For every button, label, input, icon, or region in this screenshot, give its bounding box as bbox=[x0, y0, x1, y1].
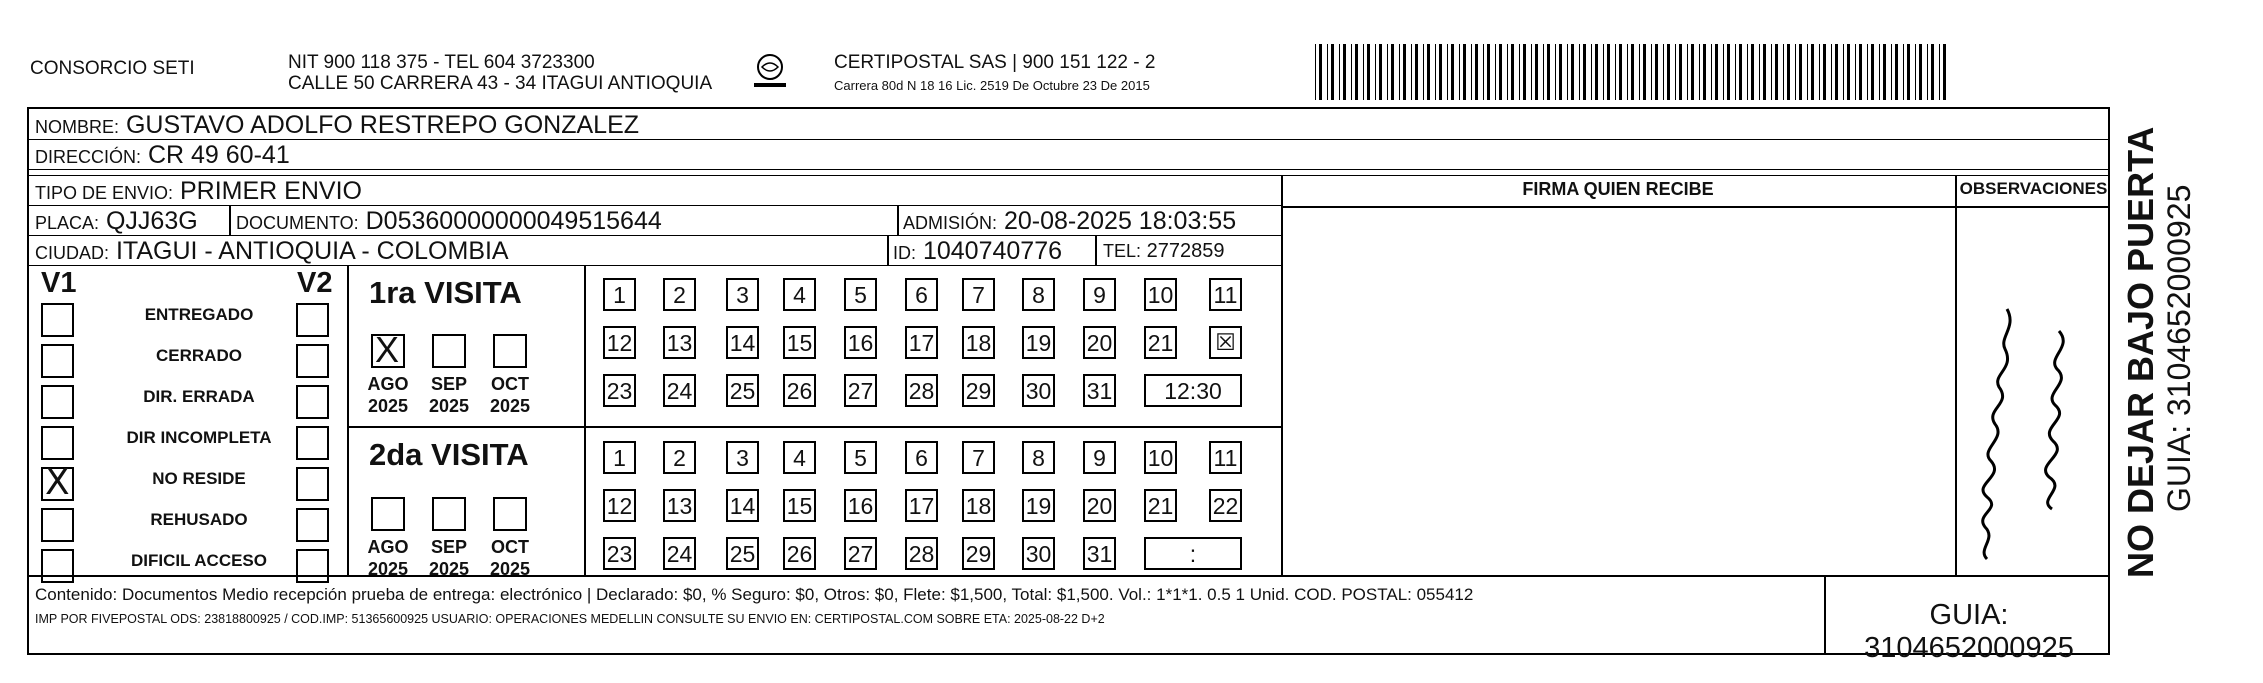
firma-label: FIRMA QUIEN RECIBE bbox=[1522, 179, 1714, 199]
observaciones-area bbox=[1957, 209, 2110, 573]
signature-area bbox=[1283, 209, 1953, 573]
second-visit-day-box[interactable]: 19 bbox=[1022, 489, 1055, 522]
first-visit-day-box[interactable]: 10 bbox=[1144, 278, 1177, 311]
second-visit-day-box[interactable]: 4 bbox=[783, 441, 816, 474]
tipo-value: PRIMER ENVIO bbox=[179, 177, 362, 205]
barcode-bar bbox=[1783, 44, 1784, 100]
barcode-bar bbox=[1727, 44, 1730, 100]
ciudad-value: ITAGUI - ANTIOQUIA - COLOMBIA bbox=[115, 237, 509, 265]
nombre-label: NOMBRE: bbox=[35, 117, 120, 137]
second-visit-year-label: 2025 bbox=[489, 559, 531, 579]
barcode-bar bbox=[1367, 44, 1370, 100]
barcode-bar bbox=[1843, 44, 1844, 100]
v2-checkbox[interactable] bbox=[296, 303, 329, 337]
barcode-bar bbox=[1915, 44, 1916, 100]
barcode-bar bbox=[1427, 44, 1430, 100]
observaciones-handwriting-1 bbox=[1987, 551, 1988, 559]
barcode-bar bbox=[1639, 44, 1640, 100]
second-visit-day-box[interactable]: 15 bbox=[783, 489, 816, 522]
ciudad-label: CIUDAD: bbox=[35, 243, 110, 263]
second-visit-day-box[interactable]: 2 bbox=[663, 441, 696, 474]
barcode-bar bbox=[1927, 44, 1928, 100]
second-visit-day-box[interactable]: 31 bbox=[1083, 537, 1116, 570]
first-visit-day-box[interactable]: 12 bbox=[603, 326, 636, 359]
status-label: REHUSADO bbox=[150, 510, 248, 529]
first-visit-day-box[interactable]: 8 bbox=[1022, 278, 1055, 311]
first-visit-day-box[interactable]: 14 bbox=[726, 326, 759, 359]
barcode-bar bbox=[1343, 44, 1346, 100]
barcode-bar bbox=[1591, 44, 1592, 100]
id-value: 1040740776 bbox=[922, 237, 1063, 265]
barcode-bar bbox=[1483, 44, 1484, 100]
id-label: ID: bbox=[893, 243, 917, 263]
certipostal-address: Carrera 80d N 18 16 Lic. 2519 De Octubre 23 De 2015 bbox=[834, 78, 1150, 93]
first-visit-day-box[interactable]: 4 bbox=[783, 278, 816, 311]
certipostal-name: CERTIPOSTAL SAS | 900 151 122 - 2 bbox=[834, 52, 1156, 73]
barcode-bar bbox=[1819, 44, 1820, 100]
barcode-bar bbox=[1795, 44, 1796, 100]
tipo-label: TIPO DE ENVIO: bbox=[35, 183, 174, 203]
observaciones-handwriting-2 bbox=[2052, 503, 2053, 509]
side-guia: GUIA: 3104652000925 bbox=[2161, 184, 2197, 512]
footer-guia: GUIA: 3104652000925 bbox=[1864, 599, 2074, 664]
barcode-bar bbox=[1939, 44, 1940, 100]
barcode-bar bbox=[1487, 44, 1490, 100]
barcode-bar bbox=[1535, 44, 1538, 100]
barcode-bar bbox=[1655, 44, 1658, 100]
v2-label: V2 bbox=[297, 267, 333, 299]
barcode-bar bbox=[1463, 44, 1466, 100]
second-visit-day-box[interactable]: 7 bbox=[962, 441, 995, 474]
first-visit-month-label: AGO bbox=[367, 374, 409, 394]
direccion-row bbox=[29, 140, 2110, 170]
first-visit-month-box[interactable] bbox=[432, 334, 466, 368]
status-label: NO RESIDE bbox=[152, 469, 246, 488]
barcode-bar bbox=[1571, 44, 1574, 100]
second-visit-day-box[interactable]: 5 bbox=[844, 441, 877, 474]
imp-text: IMP POR FIVEPOSTAL ODS: 23818800925 / COD.IMP: 51365600925 USUARIO: OPERACIONES MEDELLIN CONSULTE SU ENVIO EN: CERTIPOSTAL.COM SOBRE ETA: 2025-08-22 D+2 bbox=[35, 612, 1105, 626]
barcode-bar bbox=[1715, 44, 1718, 100]
barcode-bar bbox=[1763, 44, 1766, 100]
first-visit-day-box[interactable]: 5 bbox=[844, 278, 877, 311]
barcode-bar bbox=[1775, 44, 1778, 100]
first-visit-day-box[interactable]: 13 bbox=[663, 326, 696, 359]
barcode-bar bbox=[1331, 44, 1334, 100]
first-visit-day-box[interactable]: 9 bbox=[1083, 278, 1116, 311]
barcode-bar bbox=[1339, 44, 1340, 100]
second-visit-label: 2da VISITA bbox=[369, 437, 529, 472]
first-visit-month-label: SEP bbox=[430, 374, 468, 394]
barcode-bar bbox=[1607, 44, 1610, 100]
barcode-bar bbox=[1315, 44, 1316, 100]
v2-checkbox[interactable] bbox=[296, 508, 329, 542]
barcode-bar bbox=[1439, 44, 1442, 100]
second-visit-year-label: 2025 bbox=[367, 559, 409, 579]
v2-checkbox[interactable] bbox=[296, 344, 329, 378]
first-visit-day-box[interactable]: 21 bbox=[1144, 326, 1177, 359]
barcode-bar bbox=[1891, 44, 1892, 100]
barcode-bar bbox=[1771, 44, 1772, 100]
v1-checkbox[interactable] bbox=[41, 385, 74, 419]
v2-checkbox[interactable] bbox=[296, 426, 329, 460]
v1-checkbox[interactable] bbox=[41, 549, 74, 583]
first-visit-month-box[interactable] bbox=[371, 329, 405, 370]
v1-label: V1 bbox=[41, 267, 77, 299]
second-visit-day-box[interactable]: 17 bbox=[905, 489, 938, 522]
barcode-bar bbox=[1711, 44, 1712, 100]
second-visit-day-box[interactable]: 26 bbox=[783, 537, 816, 570]
barcode-bar bbox=[1471, 44, 1472, 100]
v1-checkbox[interactable] bbox=[41, 426, 74, 460]
admision-label: ADMISIÓN: bbox=[903, 213, 998, 233]
barcode-bar bbox=[1855, 44, 1856, 100]
barcode-bar bbox=[1879, 44, 1880, 100]
observaciones-label: OBSERVACIONES bbox=[1959, 179, 2108, 198]
second-visit-day-box[interactable]: 21 bbox=[1144, 489, 1177, 522]
certipostal-logo bbox=[748, 52, 792, 92]
first-visit-day-box[interactable]: 17 bbox=[905, 326, 938, 359]
barcode-bar bbox=[1391, 44, 1394, 100]
barcode-bar bbox=[1627, 44, 1628, 100]
barcode-bar bbox=[1495, 44, 1496, 100]
barcode-bar bbox=[1751, 44, 1754, 100]
barcode-bar bbox=[1823, 44, 1826, 100]
admision-value: 20-08-2025 18:03:55 bbox=[1003, 207, 1237, 235]
first-visit-day-box[interactable]: 30 bbox=[1022, 374, 1055, 407]
barcode-bar bbox=[1327, 44, 1328, 100]
barcode-bar bbox=[1619, 44, 1622, 100]
documento-label: DOCUMENTO: bbox=[236, 213, 359, 233]
barcode-bar bbox=[1363, 44, 1364, 100]
first-visit-month-label: OCT bbox=[491, 374, 529, 394]
first-visit-day-box[interactable]: 3 bbox=[726, 278, 759, 311]
v1-checkbox[interactable] bbox=[41, 462, 74, 503]
barcode-bar bbox=[1499, 44, 1502, 100]
v1-checkbox[interactable] bbox=[41, 303, 74, 337]
second-visit-day-box[interactable]: 30 bbox=[1022, 537, 1055, 570]
barcode-bar bbox=[1511, 44, 1514, 100]
company-name: CONSORCIO SETI bbox=[30, 58, 195, 79]
company-address: CALLE 50 CARRERA 43 - 34 ITAGUI ANTIOQUIA bbox=[288, 73, 713, 94]
barcode-bar bbox=[1907, 44, 1910, 100]
contenido-text: Contenido: Documentos Medio recepción prueba de entrega: electrónico | Declarado: $0, % Seguro: $0, Otros: $0, Flete: $1,500, Total: $1,500. Vol.: 1*1*1. 0.5 1 Unid. COD. POSTAL: 055412 bbox=[35, 585, 1474, 604]
barcode-bar bbox=[1415, 44, 1418, 100]
v1-checkbox[interactable] bbox=[41, 508, 74, 542]
barcode-bar bbox=[1519, 44, 1520, 100]
barcode-bar bbox=[1355, 44, 1358, 100]
v2-checkbox[interactable] bbox=[296, 549, 329, 583]
barcode-bar bbox=[1631, 44, 1634, 100]
barcode-bar bbox=[1679, 44, 1682, 100]
company-nit: NIT 900 118 375 - TEL 604 3723300 bbox=[288, 52, 595, 73]
second-visit-day-box[interactable]: 11 bbox=[1209, 441, 1242, 474]
barcode-bar bbox=[1403, 44, 1406, 100]
barcode-bar bbox=[1799, 44, 1802, 100]
first-visit-day-box[interactable]: 31 bbox=[1083, 374, 1116, 407]
first-visit-month-mark: X bbox=[375, 329, 400, 370]
status-label: CERRADO bbox=[156, 346, 242, 365]
second-visit-day-box[interactable]: 14 bbox=[726, 489, 759, 522]
first-visit-day-box[interactable]: 23 bbox=[603, 374, 636, 407]
barcode-bar bbox=[1531, 44, 1532, 100]
barcode-bar bbox=[1835, 44, 1838, 100]
barcode-bar bbox=[1411, 44, 1412, 100]
first-visit-day-box[interactable]: 29 bbox=[962, 374, 995, 407]
barcode-bar bbox=[1559, 44, 1562, 100]
status-label: ENTREGADO bbox=[144, 305, 254, 324]
second-visit-year-label: 2025 bbox=[428, 559, 470, 579]
tel-label: TEL: bbox=[1103, 241, 1142, 261]
second-visit-day-box[interactable]: 1 bbox=[603, 441, 636, 474]
first-visit-label: 1ra VISITA bbox=[369, 275, 522, 310]
second-visit-day-box[interactable]: 13 bbox=[663, 489, 696, 522]
tipo-row bbox=[29, 176, 1281, 206]
barcode-bar bbox=[1523, 44, 1526, 100]
barcode-bar bbox=[1667, 44, 1670, 100]
nombre-row bbox=[29, 109, 2110, 140]
first-visit-day-box[interactable]: 28 bbox=[905, 374, 938, 407]
barcode-bar bbox=[1747, 44, 1748, 100]
second-visit-day-box[interactable]: 28 bbox=[905, 537, 938, 570]
second-visit-day-box[interactable]: 9 bbox=[1083, 441, 1116, 474]
barcode-bar bbox=[1379, 44, 1382, 100]
barcode-bar bbox=[1831, 44, 1832, 100]
second-visit-day-box[interactable]: 6 bbox=[905, 441, 938, 474]
barcode-bar bbox=[1567, 44, 1568, 100]
first-visit-day-box[interactable]: 18 bbox=[962, 326, 995, 359]
barcode-bar bbox=[1451, 44, 1454, 100]
first-visit-day-box[interactable]: 7 bbox=[962, 278, 995, 311]
barcode-bar bbox=[1943, 44, 1946, 100]
first-visit-day-box[interactable]: 6 bbox=[905, 278, 938, 311]
barcode-bar bbox=[1739, 44, 1742, 100]
barcode-bar bbox=[1547, 44, 1550, 100]
direccion-label: DIRECCIÓN: bbox=[35, 147, 142, 167]
barcode-bar bbox=[1699, 44, 1700, 100]
status-label: DIFICIL ACCESO bbox=[130, 551, 267, 570]
barcode-bar bbox=[1399, 44, 1400, 100]
second-visit-day-box[interactable]: 10 bbox=[1144, 441, 1177, 474]
status-label: DIR INCOMPLETA bbox=[126, 428, 272, 447]
first-visit-year-label: 2025 bbox=[367, 396, 409, 416]
first-visit-day-box[interactable]: 15 bbox=[783, 326, 816, 359]
barcode-bar bbox=[1351, 44, 1352, 100]
barcode-bar bbox=[1447, 44, 1448, 100]
v2-checkbox[interactable] bbox=[296, 385, 329, 419]
barcode-bar bbox=[1459, 44, 1460, 100]
second-visit-month-label: SEP bbox=[430, 537, 468, 557]
second-visit-day-box[interactable]: 20 bbox=[1083, 489, 1116, 522]
second-visit-time-box[interactable]: : bbox=[1144, 537, 1242, 570]
second-visit-day-box[interactable]: 12 bbox=[603, 489, 636, 522]
barcode-bar bbox=[1603, 44, 1604, 100]
barcode-bar bbox=[1423, 44, 1424, 100]
first-visit-year-label: 2025 bbox=[428, 396, 470, 416]
first-visit-day-box[interactable]: 20 bbox=[1083, 326, 1116, 359]
no-dejar-bajo-puerta: NO DEJAR BAJO PUERTA bbox=[2120, 126, 2161, 578]
barcode-bar bbox=[1555, 44, 1556, 100]
status-label: DIR. ERRADA bbox=[143, 387, 255, 406]
barcode-bar bbox=[1871, 44, 1874, 100]
barcode-bar bbox=[1675, 44, 1676, 100]
shipping-form bbox=[27, 107, 2110, 664]
barcode-bar bbox=[1651, 44, 1652, 100]
second-visit-day-box[interactable]: 24 bbox=[663, 537, 696, 570]
second-visit-day-box[interactable]: 22 bbox=[1209, 489, 1242, 522]
barcode-icon bbox=[1315, 44, 1955, 100]
barcode-bar bbox=[1931, 44, 1934, 100]
first-visit-day-box[interactable]: 19 bbox=[1022, 326, 1055, 359]
barcode-bar bbox=[1583, 44, 1586, 100]
second-visit-day-box[interactable]: 23 bbox=[603, 537, 636, 570]
barcode-bar bbox=[1615, 44, 1616, 100]
barcode-bar bbox=[1883, 44, 1886, 100]
second-visit-day-box[interactable]: 3 bbox=[726, 441, 759, 474]
first-visit-day-box[interactable]: 2 bbox=[663, 278, 696, 311]
v1-checkbox[interactable] bbox=[41, 344, 74, 378]
second-visit-month-label: AGO bbox=[367, 537, 409, 557]
barcode-bar bbox=[1787, 44, 1790, 100]
barcode-bar bbox=[1319, 44, 1322, 100]
barcode-bar bbox=[1435, 44, 1436, 100]
second-visit-day-box[interactable]: 16 bbox=[844, 489, 877, 522]
second-visit-day-box[interactable]: 27 bbox=[844, 537, 877, 570]
barcode-bar bbox=[1475, 44, 1478, 100]
barcode-bar bbox=[1759, 44, 1760, 100]
barcode-bar bbox=[1807, 44, 1808, 100]
barcode-bar bbox=[1703, 44, 1706, 100]
nombre-value: GUSTAVO ADOLFO RESTREPO GONZALEZ bbox=[125, 111, 640, 139]
first-visit-day-box[interactable]: 1 bbox=[603, 278, 636, 311]
barcode-bar bbox=[1663, 44, 1664, 100]
first-visit-day-box[interactable]: 27 bbox=[844, 374, 877, 407]
tel-value: 2772859 bbox=[1146, 240, 1225, 262]
barcode-bar bbox=[1919, 44, 1922, 100]
barcode-bar bbox=[1895, 44, 1898, 100]
placa-value: QJJ63G bbox=[105, 207, 198, 235]
barcode-bar bbox=[1847, 44, 1850, 100]
barcode-bar bbox=[1691, 44, 1694, 100]
v2-checkbox[interactable] bbox=[296, 467, 329, 501]
second-visit-day-box[interactable]: 29 bbox=[962, 537, 995, 570]
first-visit-day-box[interactable]: ☒ bbox=[1209, 326, 1242, 359]
barcode-bar bbox=[1507, 44, 1508, 100]
barcode-bar bbox=[1375, 44, 1376, 100]
second-visit-month-box[interactable] bbox=[371, 497, 405, 531]
second-visit-day-box[interactable]: 18 bbox=[962, 489, 995, 522]
first-visit-time-box[interactable]: 12:30 bbox=[1144, 374, 1242, 407]
v1-check-mark: X bbox=[45, 462, 70, 503]
first-visit-day-box[interactable]: 25 bbox=[726, 374, 759, 407]
barcode-bar bbox=[1903, 44, 1904, 100]
second-visit-day-box[interactable]: 8 bbox=[1022, 441, 1055, 474]
first-visit-day-box[interactable]: 26 bbox=[783, 374, 816, 407]
second-visit-month-box[interactable] bbox=[432, 497, 466, 531]
direccion-value: CR 49 60-41 bbox=[147, 141, 290, 169]
first-visit-day-box[interactable]: 11 bbox=[1209, 278, 1242, 311]
barcode-bar bbox=[1387, 44, 1388, 100]
barcode-bar bbox=[1859, 44, 1862, 100]
barcode-bar bbox=[1867, 44, 1868, 100]
barcode-bar bbox=[1811, 44, 1814, 100]
barcode-bar bbox=[1595, 44, 1598, 100]
barcode-bar bbox=[1643, 44, 1646, 100]
placa-label: PLACA: bbox=[35, 213, 100, 233]
first-visit-day-box[interactable]: 16 bbox=[844, 326, 877, 359]
second-visit-month-label: OCT bbox=[491, 537, 529, 557]
first-visit-month-box[interactable] bbox=[493, 334, 527, 368]
second-visit-month-box[interactable] bbox=[493, 497, 527, 531]
documento-value: D05360000000049515644 bbox=[365, 207, 662, 235]
barcode-bar bbox=[1579, 44, 1580, 100]
first-visit-year-label: 2025 bbox=[489, 396, 531, 416]
first-visit-day-box[interactable]: 24 bbox=[663, 374, 696, 407]
barcode-bar bbox=[1723, 44, 1724, 100]
barcode-bar bbox=[1687, 44, 1688, 100]
barcode-bar bbox=[1543, 44, 1544, 100]
second-visit-day-box[interactable]: 25 bbox=[726, 537, 759, 570]
barcode-bar bbox=[1735, 44, 1736, 100]
